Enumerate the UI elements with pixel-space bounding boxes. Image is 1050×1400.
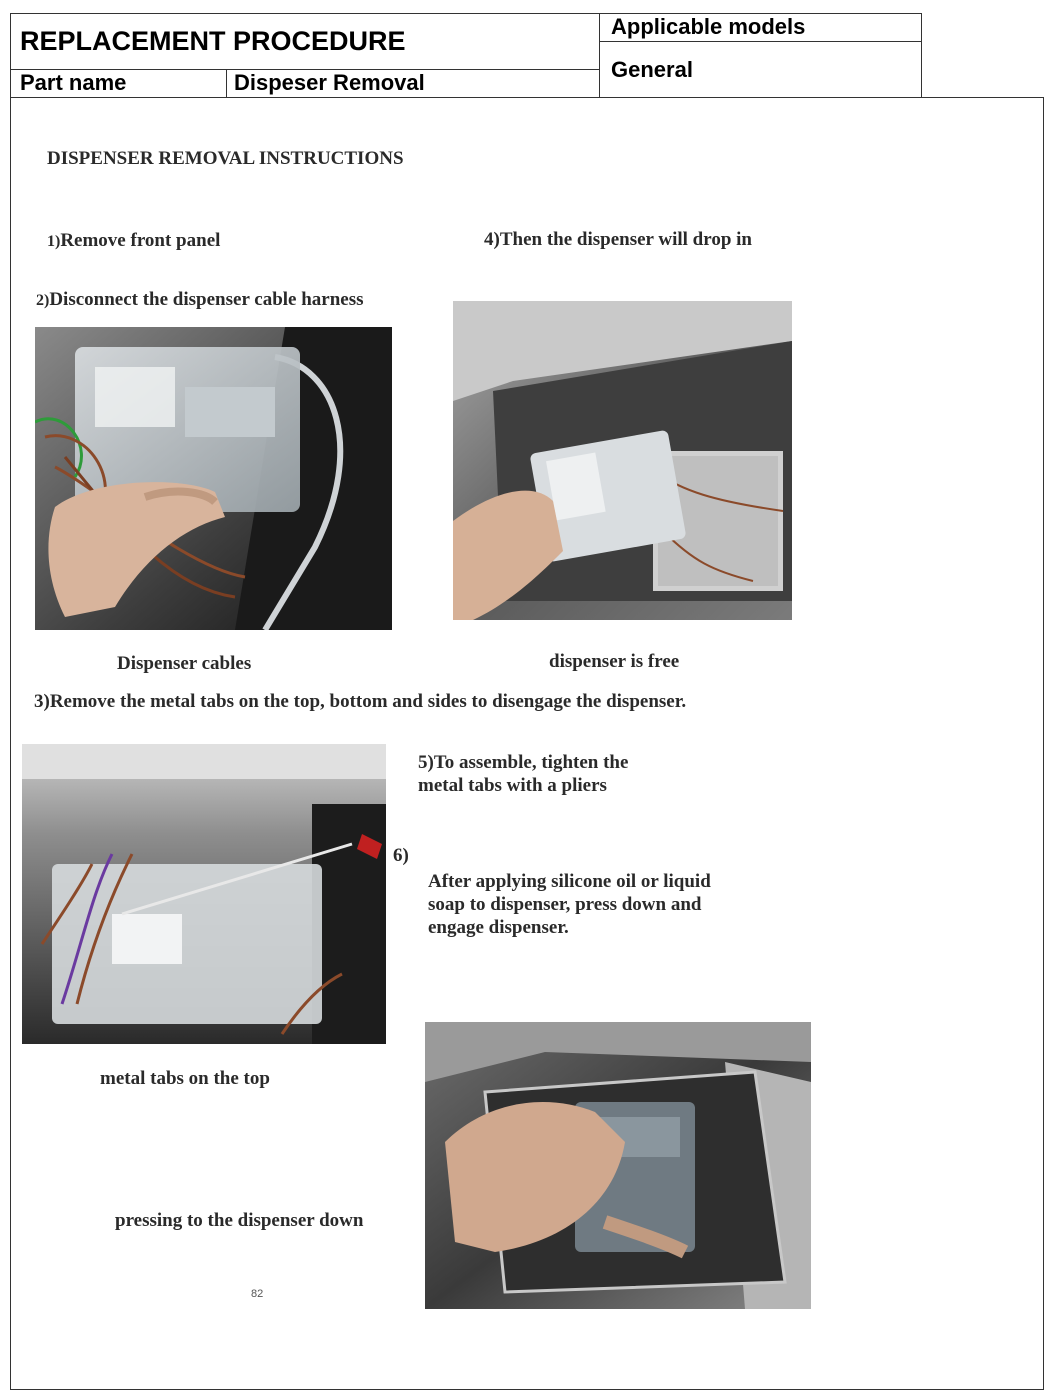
- part-name-value: Dispeser Removal: [234, 70, 425, 95]
- part-name-label: Part name: [20, 70, 127, 95]
- step-2-text: Disconnect the dispenser cable harness: [49, 289, 364, 310]
- step-6-number: 6): [393, 845, 409, 866]
- step-6: [428, 870, 711, 939]
- photo-metal-tabs: [22, 744, 386, 1044]
- step-6-line-2: soap to dispenser, press down and: [428, 894, 702, 915]
- applicable-models-label: Applicable models: [611, 14, 806, 39]
- step-2: [36, 289, 364, 311]
- page-number: 82: [251, 1288, 264, 1300]
- step-1: [47, 230, 220, 252]
- photo-pressing-dispenser: [425, 1022, 811, 1309]
- photo-dispenser-cables: [35, 327, 392, 630]
- applicable-models-value: General: [611, 57, 693, 82]
- caption-dispenser-cables: Dispenser cables: [117, 653, 252, 674]
- step-5-line-1: To assemble, tighten the: [433, 752, 629, 773]
- step-1-number: 1): [47, 233, 61, 250]
- step-5: [418, 751, 628, 797]
- step-3-number: 3): [34, 691, 50, 712]
- step-3-text: Remove the metal tabs on the top, bottom and sides to disengage the dispenser.: [49, 691, 687, 712]
- step-5-number: 5): [418, 752, 434, 773]
- procedure-title: REPLACEMENT PROCEDURE: [20, 26, 406, 56]
- step-6-line-1: After applying silicone oil or liquid: [428, 871, 711, 892]
- caption-dispenser-free: dispenser is free: [549, 651, 680, 672]
- instructions-heading: DISPENSER REMOVAL INSTRUCTIONS: [47, 148, 404, 169]
- step-1-text: Remove front panel: [60, 230, 221, 251]
- step-3: [34, 691, 686, 713]
- caption-pressing: pressing to the dispenser down: [115, 1210, 364, 1231]
- photo-dispenser-free: [453, 301, 792, 620]
- step-2-number: 2): [36, 292, 50, 309]
- step-4-text: Then the dispenser will drop in: [499, 229, 752, 250]
- caption-metal-tabs: metal tabs on the top: [100, 1068, 270, 1089]
- step-6-line-3: engage dispenser.: [428, 917, 569, 938]
- step-4-number: 4): [484, 229, 500, 250]
- step-5-line-2: metal tabs with a pliers: [418, 775, 607, 796]
- step-4: [484, 229, 752, 251]
